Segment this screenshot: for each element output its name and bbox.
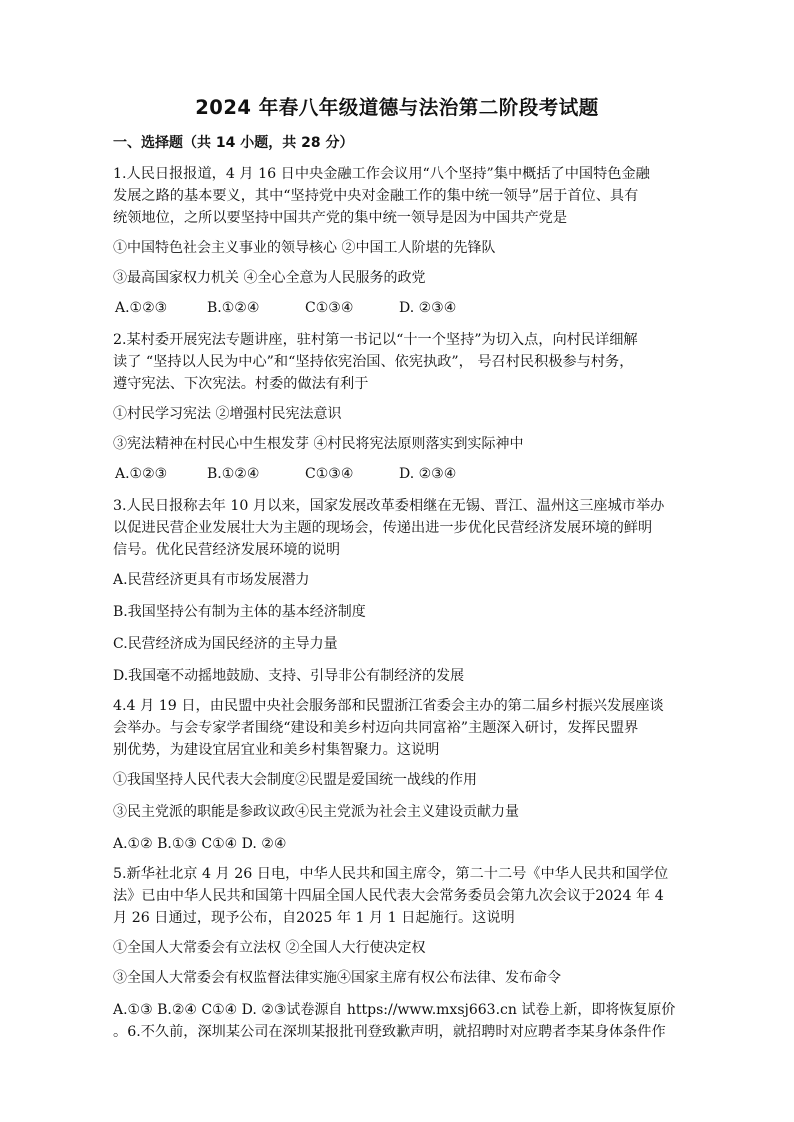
section-heading: 一、选择题（共 14 小题，共 28 分） [113, 135, 354, 151]
question-stem-line: 5.新华社北京 4 月 26 日电，中华人民共和国主席令，第二十二号《中华人民共和国学位 [113, 866, 669, 882]
question-stem-line: 以促进民营企业发展壮大为主题的现场会，传递出进一步优化民营经济发展环境的鲜明 [113, 520, 653, 536]
option-d: D. ②③④ [399, 300, 457, 316]
page-title: 2024 年春八年级道德与法治第二阶段考试题 [195, 96, 599, 119]
question-stem-line: 4.4 月 19 日，由民盟中央社会服务部和民盟浙江省委会主办的第二届乡村振兴发展座谈 [113, 698, 664, 714]
option-c: C①③④ [305, 466, 354, 482]
answer-options: A.①② B.①③ C①④ D. ②④ [113, 836, 287, 852]
question-stem-line: 2.某村委开展宪法专题讲座，驻村第一书记以“十一个坚持”为切入点，向村民详细解 [113, 332, 638, 348]
question-stem-line: 信号。优化民营经济发展环境的说明 [113, 542, 341, 558]
statement-line: ③民主党派的职能是参政议政④民主党派为社会主义建设贡献力量 [113, 804, 519, 820]
statement-line: ①中国特色社会主义事业的领导核心 ②中国工人阶堪的先锋队 [113, 240, 496, 256]
question-stem-line: 会举办。与会专家学者围绕“建设和美乡村迈向共同富裕”主题深入研讨，发挥民盟界 [113, 720, 639, 736]
option-d: D. ②③④ [399, 466, 457, 482]
question-stem-line: 统领地位，之所以要坚持中国共产党的集中统一领导是因为中国共产党是 [113, 210, 568, 226]
statement-line: ③最高国家权力机关 ④全心全意为人民服务的政党 [113, 270, 426, 286]
statement-line: ③宪法精神在村民心中生根发芽 ④村民将宪法原则落实到实际神中 [113, 436, 524, 452]
choice-line: B.我国坚持公有制为主体的基本经济制度 [113, 604, 366, 620]
question-6-start: 。6.不久前，深圳某公司在深圳某报批刊登致歉声明，就招聘时对应聘者李某身体条件作 [113, 1024, 666, 1040]
choice-line: D.我国毫不动摇地鼓励、支持、引导非公有制经济的发展 [113, 668, 465, 684]
option-a: A.①②③ [115, 300, 168, 316]
option-c: C①③④ [305, 300, 354, 316]
statement-line: ①村民学习宪法 ②增强村民宪法意识 [113, 406, 342, 422]
choice-line: A.民营经济更具有市场发展潜力 [113, 572, 310, 588]
option-b: B.①②④ [207, 300, 260, 316]
statement-line: ③全国人大常委会有权监督法律实施④国家主席有权公布法律、发布命令 [113, 970, 561, 986]
choice-line: C.民营经济成为国民经济的主导力量 [113, 636, 338, 652]
option-b: B.①②④ [207, 466, 260, 482]
option-a: A.①②③ [115, 466, 168, 482]
question-stem-line: 读了 “坚持以人民为中心”和“坚持依宪治国、依宪执政”， 号召村民积极参与村务， [113, 354, 634, 370]
question-stem-line: 遵守宪法、下次宪法。村委的做法有利于 [113, 376, 369, 392]
question-stem-line: 发展之路的基本要义，其中“坚持党中央对金融工作的集中统一领导”居于首位、具有 [113, 188, 639, 204]
question-stem-line: 3.人民日报称去年 10 月以来，国家发展改革委相继在无锡、晋江、温州这三座城市举办 [113, 498, 665, 514]
question-stem-line: 1.人民日报报道，4 月 16 日中央金融工作会议用“八个坚持”集中概括了中国特色金融 [113, 166, 650, 182]
question-stem-line: 法》已由中华人民共和国第十四届全国人民代表大会常务委员会第九次会议于2024 年 4 [113, 888, 664, 904]
question-stem-line: 月 26 日通过，现予公布，自2025 年 1 月 1 日起施行。这说明 [113, 910, 515, 926]
statement-line: ①全国人大常委会有立法权 ②全国人大行使决定权 [113, 940, 426, 956]
statement-line: ①我国坚持人民代表大会制度②民盟是爱国统一战线的作用 [113, 772, 477, 788]
answer-options: A.①③ B.②④ C①④ D. ②③试卷源自 https://www.mxsj663.cn 试卷上新，即将恢复原价 [113, 1002, 676, 1018]
question-stem-line: 别优势，为建设宜居宜业和美乡村集智聚力。这说明 [113, 742, 440, 758]
